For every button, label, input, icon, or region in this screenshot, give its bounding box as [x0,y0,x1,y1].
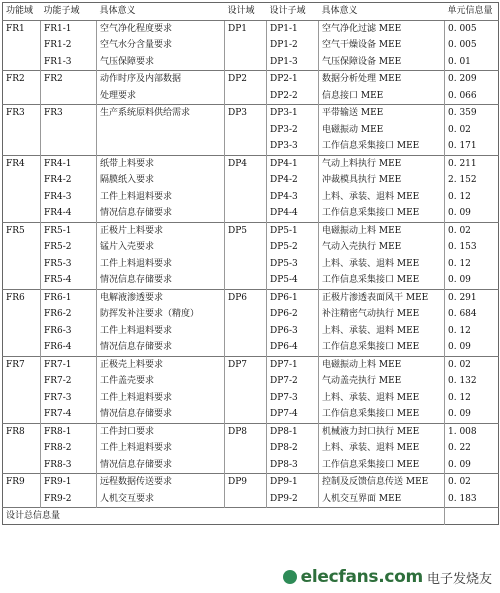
watermark-chinese: 电子发烧友 [426,571,492,587]
fr-meaning-cell: 工件上料退料要求 [97,440,225,457]
table-body [3,20,499,525]
header-fr-meaning: 具体意义 [97,3,225,21]
fr-subdomain-cell: FR6-2 [41,306,97,323]
info-value-cell: 0. 01 [445,54,499,71]
info-value-cell: 0. 183 [445,491,499,508]
header-row [3,3,499,21]
fr-subdomain-cell: FR8-2 [41,440,97,457]
dp-meaning-cell: 气动上料执行 MEE [319,155,445,172]
info-value-cell: 0. 211 [445,155,499,172]
design-domain-table-document [2,2,498,525]
footer-value [445,508,499,525]
fr-subdomain-cell [41,138,97,155]
fr-domain-cell: FR4 [3,155,41,222]
table-row [3,356,499,373]
fr-subdomain-cell [41,88,97,105]
fr-meaning-cell: 隔膜纸入要求 [97,172,225,189]
fr-meaning-cell: 气压保障要求 [97,54,225,71]
dp-subdomain-cell: DP8-3 [267,457,319,474]
info-value-cell: 0. 09 [445,457,499,474]
fr-subdomain-cell: FR3 [41,105,97,122]
fr-subdomain-cell: FR8-3 [41,457,97,474]
header-fr-domain: 功能域 [3,3,41,21]
info-value-cell: 0. 09 [445,205,499,222]
dp-subdomain-cell: DP1-1 [267,20,319,37]
dp-subdomain-cell: DP4-4 [267,205,319,222]
dp-subdomain-cell: DP5-3 [267,256,319,273]
dp-subdomain-cell: DP3-3 [267,138,319,155]
info-value-cell: 0. 132 [445,373,499,390]
dp-meaning-cell: 正极片渗透表面风干 MEE [319,289,445,306]
table-row [3,289,499,306]
info-value-cell: 0. 359 [445,105,499,122]
dp-domain-cell: DP9 [225,474,267,508]
info-value-cell: 0. 02 [445,222,499,239]
dp-subdomain-cell: DP3-1 [267,105,319,122]
fr-subdomain-cell: FR1-1 [41,20,97,37]
fr-meaning-cell: 工件上料退料要求 [97,390,225,407]
header-fr-subdomain: 功能子域 [41,3,97,21]
fr-domain-cell: FR1 [3,20,41,71]
fr-meaning-cell: 工件盖壳要求 [97,373,225,390]
dp-meaning-cell: 空气净化过滤 MEE [319,20,445,37]
info-value-cell: 0. 12 [445,390,499,407]
fr-subdomain-cell [41,122,97,139]
fr-subdomain-cell: FR8-1 [41,423,97,440]
dp-subdomain-cell: DP8-2 [267,440,319,457]
info-value-cell: 0. 09 [445,272,499,289]
fr-meaning-cell: 情况信息存储要求 [97,406,225,423]
fr-domain-cell: FR2 [3,71,41,105]
dp-domain-cell: DP3 [225,105,267,156]
fr-subdomain-cell: FR5-2 [41,239,97,256]
dp-subdomain-cell: DP6-4 [267,339,319,356]
table-row [3,71,499,88]
fr-domain-cell: FR8 [3,423,41,474]
fr-subdomain-cell: FR4-4 [41,205,97,222]
fr-meaning-cell: 工件上料退料要求 [97,256,225,273]
dp-subdomain-cell: DP7-1 [267,356,319,373]
fr-meaning-cell: 锰片入壳要求 [97,239,225,256]
fr-meaning-cell: 空气净化程度要求 [97,20,225,37]
info-value-cell: 0. 005 [445,20,499,37]
fr-meaning-cell: 生产系统原料供给需求 [97,105,225,122]
dp-meaning-cell: 上料、承装、退料 MEE [319,390,445,407]
dp-meaning-cell: 气动入壳执行 MEE [319,239,445,256]
dp-meaning-cell: 气压保障设备 MEE [319,54,445,71]
fr-subdomain-cell: FR7-4 [41,406,97,423]
fr-meaning-cell [97,138,225,155]
info-value-cell: 0. 12 [445,189,499,206]
fr-meaning-cell: 工件封口要求 [97,423,225,440]
fr-meaning-cell: 电解液渗透要求 [97,289,225,306]
fr-meaning-cell: 工件上料退料要求 [97,189,225,206]
dp-domain-cell: DP2 [225,71,267,105]
dp-meaning-cell: 工作信息采集接口 MEE [319,205,445,222]
dp-domain-cell: DP6 [225,289,267,356]
dp-meaning-cell: 人机交互界面 MEE [319,491,445,508]
info-value-cell: 0. 12 [445,256,499,273]
info-value-cell: 0. 066 [445,88,499,105]
info-value-cell: 0. 171 [445,138,499,155]
dp-meaning-cell: 电磁振动 MEE [319,122,445,139]
fr-subdomain-cell: FR7-1 [41,356,97,373]
table-row [3,222,499,239]
dp-subdomain-cell: DP3-2 [267,122,319,139]
fr-subdomain-cell: FR6-1 [41,289,97,306]
fr-subdomain-cell: FR9-2 [41,491,97,508]
dp-domain-cell: DP7 [225,356,267,423]
dp-subdomain-cell: DP4-3 [267,189,319,206]
fr-meaning-cell: 远程数据传送要求 [97,474,225,491]
dp-meaning-cell: 工作信息采集接口 MEE [319,138,445,155]
info-value-cell: 1. 008 [445,423,499,440]
fr-meaning-cell: 空气水分含量要求 [97,37,225,54]
dp-subdomain-cell: DP4-1 [267,155,319,172]
header-dp-domain: 设计域 [225,3,267,21]
info-value-cell: 0. 209 [445,71,499,88]
info-value-cell: 0. 09 [445,339,499,356]
dp-meaning-cell: 上料、承装、退料 MEE [319,256,445,273]
dp-meaning-cell: 空气干燥设备 MEE [319,37,445,54]
dp-subdomain-cell: DP5-2 [267,239,319,256]
dp-subdomain-cell: DP1-3 [267,54,319,71]
dp-domain-cell: DP5 [225,222,267,289]
fr-meaning-cell: 人机交互要求 [97,491,225,508]
dp-meaning-cell: 电磁振动上料 MEE [319,356,445,373]
header-dp-meaning: 具体意义 [319,3,445,21]
fr-subdomain-cell: FR5-4 [41,272,97,289]
info-value-cell: 0. 291 [445,289,499,306]
fr-meaning-cell: 防挥发补注要求（精度） [97,306,225,323]
fr-meaning-cell: 正极壳上料要求 [97,356,225,373]
fr-subdomain-cell: FR1-2 [41,37,97,54]
footer-row [3,508,499,525]
elecfans-watermark [283,567,492,587]
header-dp-subdomain: 设计子域 [267,3,319,21]
dp-meaning-cell: 工作信息采集接口 MEE [319,339,445,356]
fr-meaning-cell: 情况信息存储要求 [97,339,225,356]
dp-domain-cell: DP1 [225,20,267,71]
table-row [3,155,499,172]
dp-subdomain-cell: DP9-1 [267,474,319,491]
dp-meaning-cell: 机械液力封口执行 MEE [319,423,445,440]
dp-meaning-cell: 上料、承装、退料 MEE [319,323,445,340]
table-row [3,20,499,37]
watermark-brand: elecfans.com [300,567,423,587]
fr-meaning-cell: 工件上料退料要求 [97,323,225,340]
dp-meaning-cell: 数据分析处理 MEE [319,71,445,88]
fr-meaning-cell: 正极片上料要求 [97,222,225,239]
fr-subdomain-cell: FR6-4 [41,339,97,356]
fr-meaning-cell [97,122,225,139]
fr-meaning-cell: 处理要求 [97,88,225,105]
dp-subdomain-cell: DP1-2 [267,37,319,54]
information-table [2,2,499,525]
dp-meaning-cell: 信息接口 MEE [319,88,445,105]
fr-subdomain-cell: FR7-2 [41,373,97,390]
info-value-cell: 0. 09 [445,406,499,423]
fr-meaning-cell: 纸带上料要求 [97,155,225,172]
fr-subdomain-cell: FR5-3 [41,256,97,273]
dp-subdomain-cell: DP2-2 [267,88,319,105]
dp-subdomain-cell: DP7-2 [267,373,319,390]
fr-domain-cell: FR5 [3,222,41,289]
dp-domain-cell: DP4 [225,155,267,222]
footer-label: 设计总信息量 [3,508,445,525]
fr-subdomain-cell: FR2 [41,71,97,88]
table-row [3,423,499,440]
dp-subdomain-cell: DP8-1 [267,423,319,440]
info-value-cell: 0. 12 [445,323,499,340]
fr-meaning-cell: 情况信息存储要求 [97,205,225,222]
info-value-cell: 0. 005 [445,37,499,54]
dp-subdomain-cell: DP6-3 [267,323,319,340]
dp-meaning-cell: 补注精密气动执行 MEE [319,306,445,323]
dp-subdomain-cell: DP5-4 [267,272,319,289]
dp-subdomain-cell: DP6-2 [267,306,319,323]
fr-domain-cell: FR9 [3,474,41,508]
dp-meaning-cell: 工作信息采集接口 MEE [319,457,445,474]
dp-meaning-cell: 平带输送 MEE [319,105,445,122]
fr-subdomain-cell: FR4-3 [41,189,97,206]
fr-subdomain-cell: FR4-2 [41,172,97,189]
header-info-value: 单元信息量 [445,3,499,21]
fr-meaning-cell: 情况信息存储要求 [97,457,225,474]
dp-meaning-cell: 气动盖壳执行 MEE [319,373,445,390]
dp-subdomain-cell: DP5-1 [267,222,319,239]
dp-meaning-cell: 控制及反馈信息传送 MEE [319,474,445,491]
dp-subdomain-cell: DP7-3 [267,390,319,407]
dp-subdomain-cell: DP7-4 [267,406,319,423]
table-row [3,105,499,122]
fr-meaning-cell: 动作时序及内部数据 [97,71,225,88]
table-row [3,474,499,491]
dp-meaning-cell: 工作信息采集接口 MEE [319,406,445,423]
fr-subdomain-cell: FR9-1 [41,474,97,491]
fr-subdomain-cell: FR4-1 [41,155,97,172]
fr-subdomain-cell: FR5-1 [41,222,97,239]
fr-meaning-cell: 情况信息存储要求 [97,272,225,289]
dp-meaning-cell: 工作信息采集接口 MEE [319,272,445,289]
fr-subdomain-cell: FR1-3 [41,54,97,71]
dp-meaning-cell: 冲裁模具执行 MEE [319,172,445,189]
dp-subdomain-cell: DP2-1 [267,71,319,88]
fr-domain-cell: FR7 [3,356,41,423]
dp-subdomain-cell: DP6-1 [267,289,319,306]
info-value-cell: 2. 152 [445,172,499,189]
fr-domain-cell: FR3 [3,105,41,156]
dp-meaning-cell: 上料、承装、退料 MEE [319,440,445,457]
dp-subdomain-cell: DP4-2 [267,172,319,189]
info-value-cell: 0. 684 [445,306,499,323]
dp-meaning-cell: 电磁振动上料 MEE [319,222,445,239]
info-value-cell: 0. 153 [445,239,499,256]
info-value-cell: 0. 22 [445,440,499,457]
info-value-cell: 0. 02 [445,122,499,139]
info-value-cell: 0. 02 [445,356,499,373]
dp-subdomain-cell: DP9-2 [267,491,319,508]
fr-subdomain-cell: FR6-3 [41,323,97,340]
dp-meaning-cell: 上料、承装、退料 MEE [319,189,445,206]
fr-subdomain-cell: FR7-3 [41,390,97,407]
fr-domain-cell: FR6 [3,289,41,356]
dp-domain-cell: DP8 [225,423,267,474]
elecfans-logo-icon [283,570,297,584]
info-value-cell: 0. 02 [445,474,499,491]
